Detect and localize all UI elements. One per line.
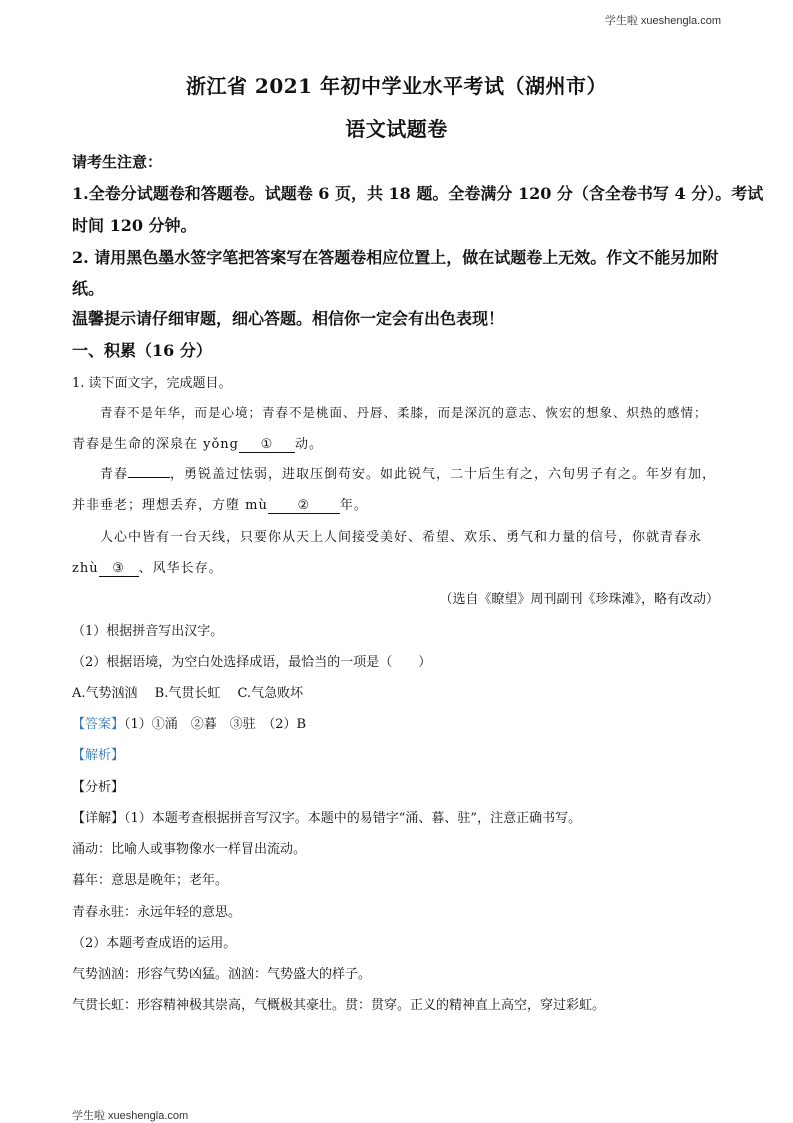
page-subtitle: 语文试题卷 <box>345 117 448 141</box>
sub-question-2: （2）根据语境，为空白处选择成语，最恰当的一项是（ ） <box>72 655 432 670</box>
notice-item-2-line-2: 纸。 <box>72 279 105 298</box>
passage-para-1-line-2: 青春是生命的深泉在 yǒng ① 动。 <box>72 437 324 452</box>
section-heading: 一、积累（16 分） <box>72 341 212 360</box>
passage-para-2-line-2: 并非垂老；理想丢弃，方堕 mù ② 年。 <box>72 498 368 513</box>
detail-line-3: 暮年：意思是晚年；老年。 <box>72 873 229 888</box>
detail-line-1: 【详解】（1）本题考查根据拼音写汉字。本题中的易错字“涌、暮、驻”，注意正确书写。 <box>72 811 582 826</box>
passage-source: （选自《瞭望》周刊副刊《珍珠滩》，略有改动） <box>439 592 719 607</box>
answer-options: A.气势汹汹 B.气贯长虹 C.气急败坏 <box>72 686 304 701</box>
notice-item-2-line-1: 2. 请用黑色墨水签字笔把答案写在答题卷相应位置上，做在试题卷上无效。作文不能另加附 <box>72 248 719 267</box>
notice-item-1-line-2: 时间 120 分钟。 <box>72 216 197 235</box>
passage-para-3-line-2: zhù ③ 、风华长存。 <box>72 561 223 576</box>
page-title: 浙江省 2021 年初中学业水平考试（湖州市） <box>185 74 608 98</box>
watermark-bottom: 学生啦 xueshengla.com <box>72 1110 189 1122</box>
notice-heading: 请考生注意： <box>72 153 163 171</box>
passage-para-1-line-1: 青春不是年华，而是心境；青春不是桃面、丹唇、柔膝，而是深沉的意志、恢宏的想象、炽热的感情； <box>100 405 708 420</box>
analysis-label: 【解析】 <box>72 748 125 763</box>
question-1-intro: 1. 读下面文字，完成题目。 <box>72 376 232 391</box>
fill-blank-3: ③ <box>99 562 139 577</box>
detail-line-2: 涌动：比喻人或事物像水一样冒出流动。 <box>72 842 307 857</box>
answer-label: 【答案】 <box>72 717 125 732</box>
notice-tip: 温馨提示请仔细审题，细心答题。相信你一定会有出色表现！ <box>72 309 505 328</box>
passage-para-2-line-1: 青春 ，勇锐盖过怯弱，进取压倒苟安。如此锐气，二十后生有之，六旬男子有之。年岁有加， <box>100 467 717 482</box>
analysis-heading: 【分析】 <box>72 780 125 795</box>
detail-line-4: 青春永驻：永远年轻的意思。 <box>72 905 242 920</box>
fill-blank-1: ① <box>239 438 295 453</box>
passage-para-3-line-1: 人心中皆有一台天线，只要你从天上人间接受美好、希望、欢乐、勇气和力量的信号，你就青春永 <box>100 530 703 545</box>
detail-line-7: 气贯长虹：形容精神极其崇高，气概极其豪壮。贯：贯穿。正义的精神直上高空，穿过彩虹。 <box>72 998 606 1013</box>
fill-blank-idiom <box>128 477 170 478</box>
watermark-top: 学生啦 xueshengla.com <box>604 15 721 27</box>
detail-line-5: （2）本题考查成语的运用。 <box>72 936 237 951</box>
notice-item-1-line-1: 1.全卷分试题卷和答题卷。试题卷 6 页，共 18 题。全卷满分 120 分（含全卷书写 4 分）。考试 <box>72 184 764 203</box>
fill-blank-2: ② <box>268 499 340 514</box>
detail-line-6: 气势汹汹：形容气势凶猛。汹汹：气势盛大的样子。 <box>72 967 372 982</box>
answer-line <box>72 713 306 732</box>
answer-text: （1）①涌 ②暮 ③驻 （2）B <box>124 717 307 732</box>
sub-question-1: （1）根据拼音写出汉字。 <box>72 624 224 639</box>
